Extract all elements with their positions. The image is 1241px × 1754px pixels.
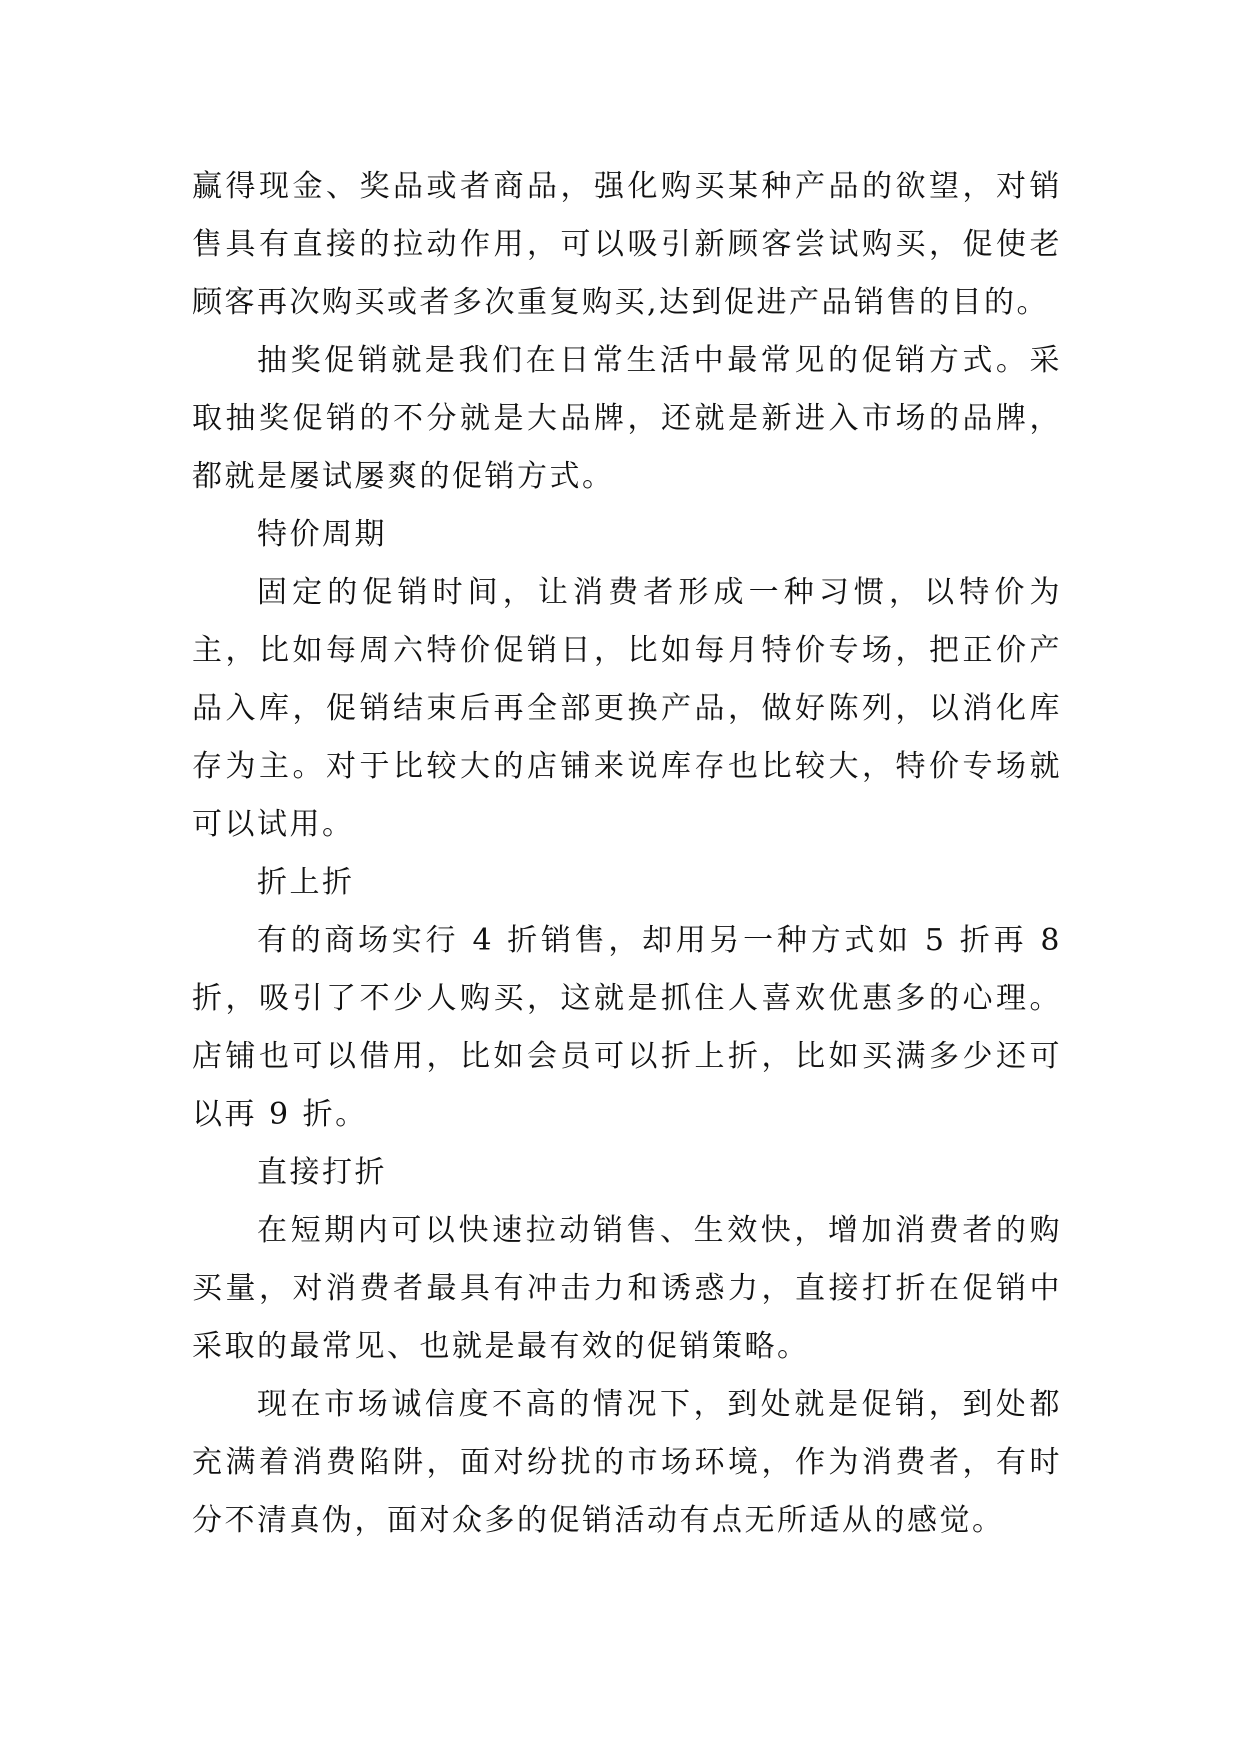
document-body — [192, 158, 1062, 1550]
section-heading-discount-on-discount: 折上折 — [257, 865, 355, 900]
paragraph-direct-discount: 在短期内可以快速拉动销售、生效快，增加消费者的购买量，对消费者最具有冲击力和诱惑力，直接打折在促销中采取的最常见、也就是最有效的促销策略。 — [192, 1213, 1062, 1364]
paragraph-lottery-promotion: 抽奖促销就是我们在日常生活中最常见的促销方式。采取抽奖促销的不分就是大品牌，还就是新进入市场的品牌，都就是屡试屡爽的促销方式。 — [192, 343, 1062, 494]
paragraph-discount-on-discount: 有的商场实行 4 折销售，却用另一种方式如 5 折再 8 折，吸引了不少人购买，这就是抓住人喜欢优惠多的心理。店铺也可以借用，比如会员可以折上折，比如买满多少还可以再 9 折。 — [192, 923, 1062, 1132]
paragraph-market-conclusion: 现在市场诚信度不高的情况下，到处就是促销，到处都充满着消费陷阱，面对纷扰的市场环境，作为消费者，有时分不清真伪，面对众多的促销活动有点无所适从的感觉。 — [192, 1387, 1062, 1538]
section-heading-direct-discount: 直接打折 — [257, 1155, 387, 1190]
section-heading-special-price-cycle: 特价周期 — [257, 517, 387, 552]
paragraph-special-price-cycle: 固定的促销时间，让消费者形成一种习惯，以特价为主，比如每周六特价促销日，比如每月特价专场，把正价产品入库，促销结束后再全部更换产品，做好陈列，以消化库存为主。对于比较大的店铺来说库存也比较大，特价专场就可以试用。 — [192, 575, 1062, 842]
paragraph-intro-continued: 赢得现金、奖品或者商品，强化购买某种产品的欲望，对销售具有直接的拉动作用，可以吸引新顾客尝试购买，促使老顾客再次购买或者多次重复购买,达到促进产品销售的目的。 — [192, 169, 1062, 320]
